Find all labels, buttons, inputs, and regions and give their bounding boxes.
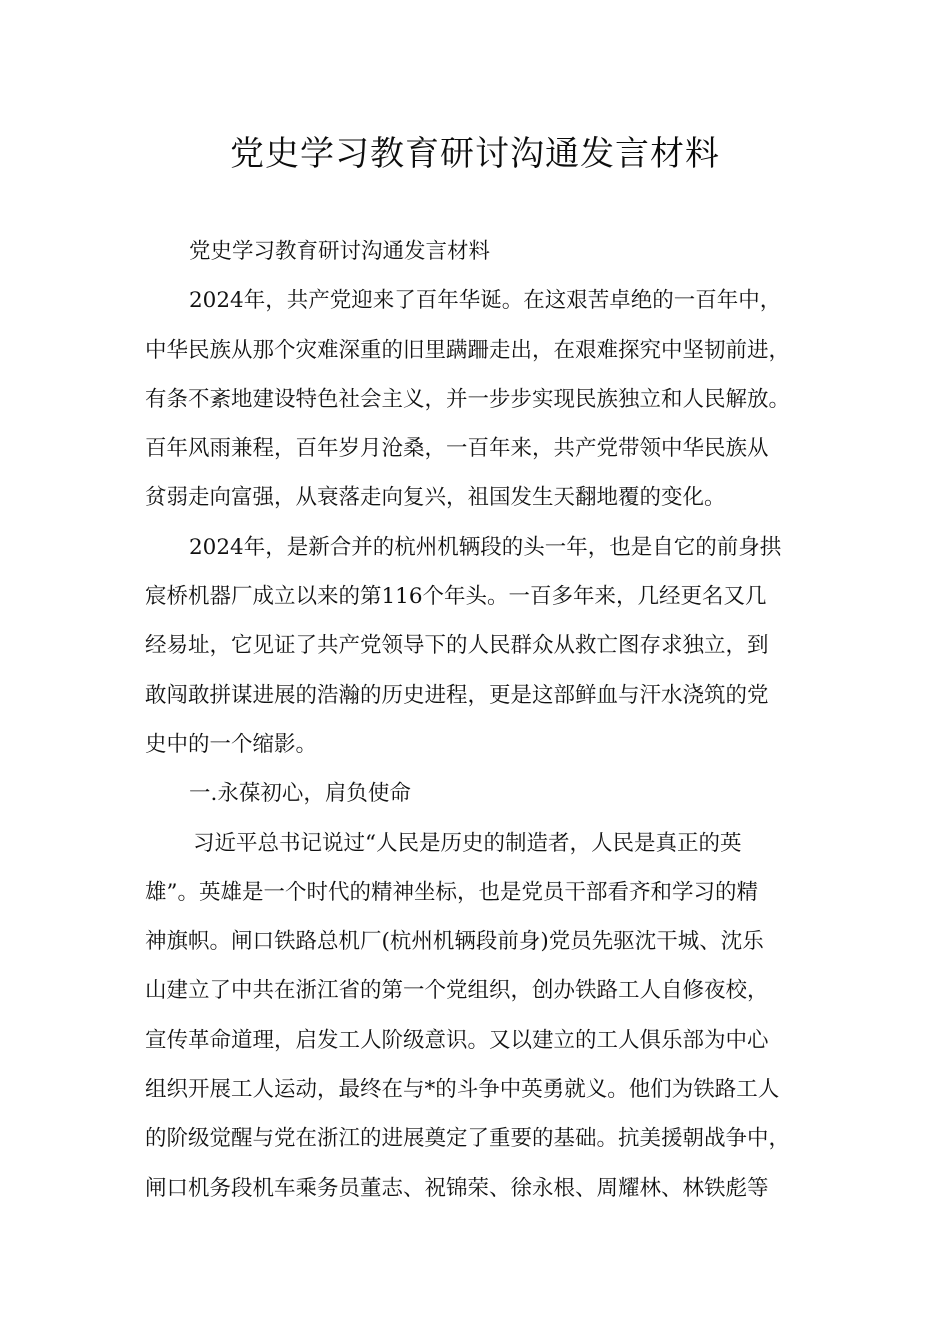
body-line: 史中的一个缩影。 <box>145 731 318 757</box>
body-line: 雄”。英雄是一个时代的精神坐标，也是党员干部看齐和学习的精 <box>145 879 758 905</box>
body-line: 百年风雨兼程，百年岁月沧桑，一百年来，共产党带领中华民族从 <box>145 436 769 462</box>
document-body <box>145 227 821 1213</box>
body-line: 闸口机务段机车乘务员董志、祝锦荣、徐永根、周耀林、林铁彪等 <box>145 1175 769 1201</box>
body-line: 的阶级觉醒与党在浙江的进展奠定了重要的基础。抗美援朝战争中， <box>145 1126 791 1152</box>
body-line: 2024年，是新合并的杭州机辆段的头一年，也是自它的前身拱 <box>189 534 782 560</box>
body-line: 宣传革命道理，启发工人阶级意识。又以建立的工人俱乐部为中心 <box>145 1027 769 1053</box>
body-line: 有条不紊地建设特色社会主义，并一步步实现民族独立和人民解放。 <box>145 386 791 412</box>
body-line: 神旗帜。闸口铁路总机厂(杭州机辆段前身)党员先驱沈干城、沈乐 <box>145 929 764 955</box>
body-line: 中华民族从那个灾难深重的旧里蹒跚走出，在艰难探究中坚韧前进， <box>145 337 791 363</box>
body-line: 贫弱走向富强，从衰落走向复兴，祖国发生天翻地覆的变化。 <box>145 485 726 511</box>
body-line: 敢闯敢拼谋进展的浩瀚的历史进程，更是这部鲜血与汗水浇筑的党 <box>145 682 769 708</box>
document-title: 党史学习教育研讨沟通发言材料 <box>230 134 720 174</box>
body-line: 2024年，共产党迎来了百年华诞。在这艰苦卓绝的一百年中， <box>189 288 782 314</box>
body-line: 习近平总书记说过“人民是历史的制造者，人民是真正的英 <box>193 830 742 856</box>
body-line-subtitle: 党史学习教育研讨沟通发言材料 <box>189 239 491 264</box>
section-heading: 一.永葆初心，肩负使命 <box>189 781 411 807</box>
body-line: 宸桥机器厂成立以来的第116个年头。一百多年来，几经更名又几 <box>145 584 767 610</box>
body-line: 经易址，它见证了共产党领导下的人民群众从救亡图存求独立，到 <box>145 633 769 659</box>
body-line: 组织开展工人运动，最终在与*的斗争中英勇就义。他们为铁路工人 <box>145 1077 780 1103</box>
body-line: 山建立了中共在浙江省的第一个党组织，创办铁路工人自修夜校， <box>145 978 769 1004</box>
